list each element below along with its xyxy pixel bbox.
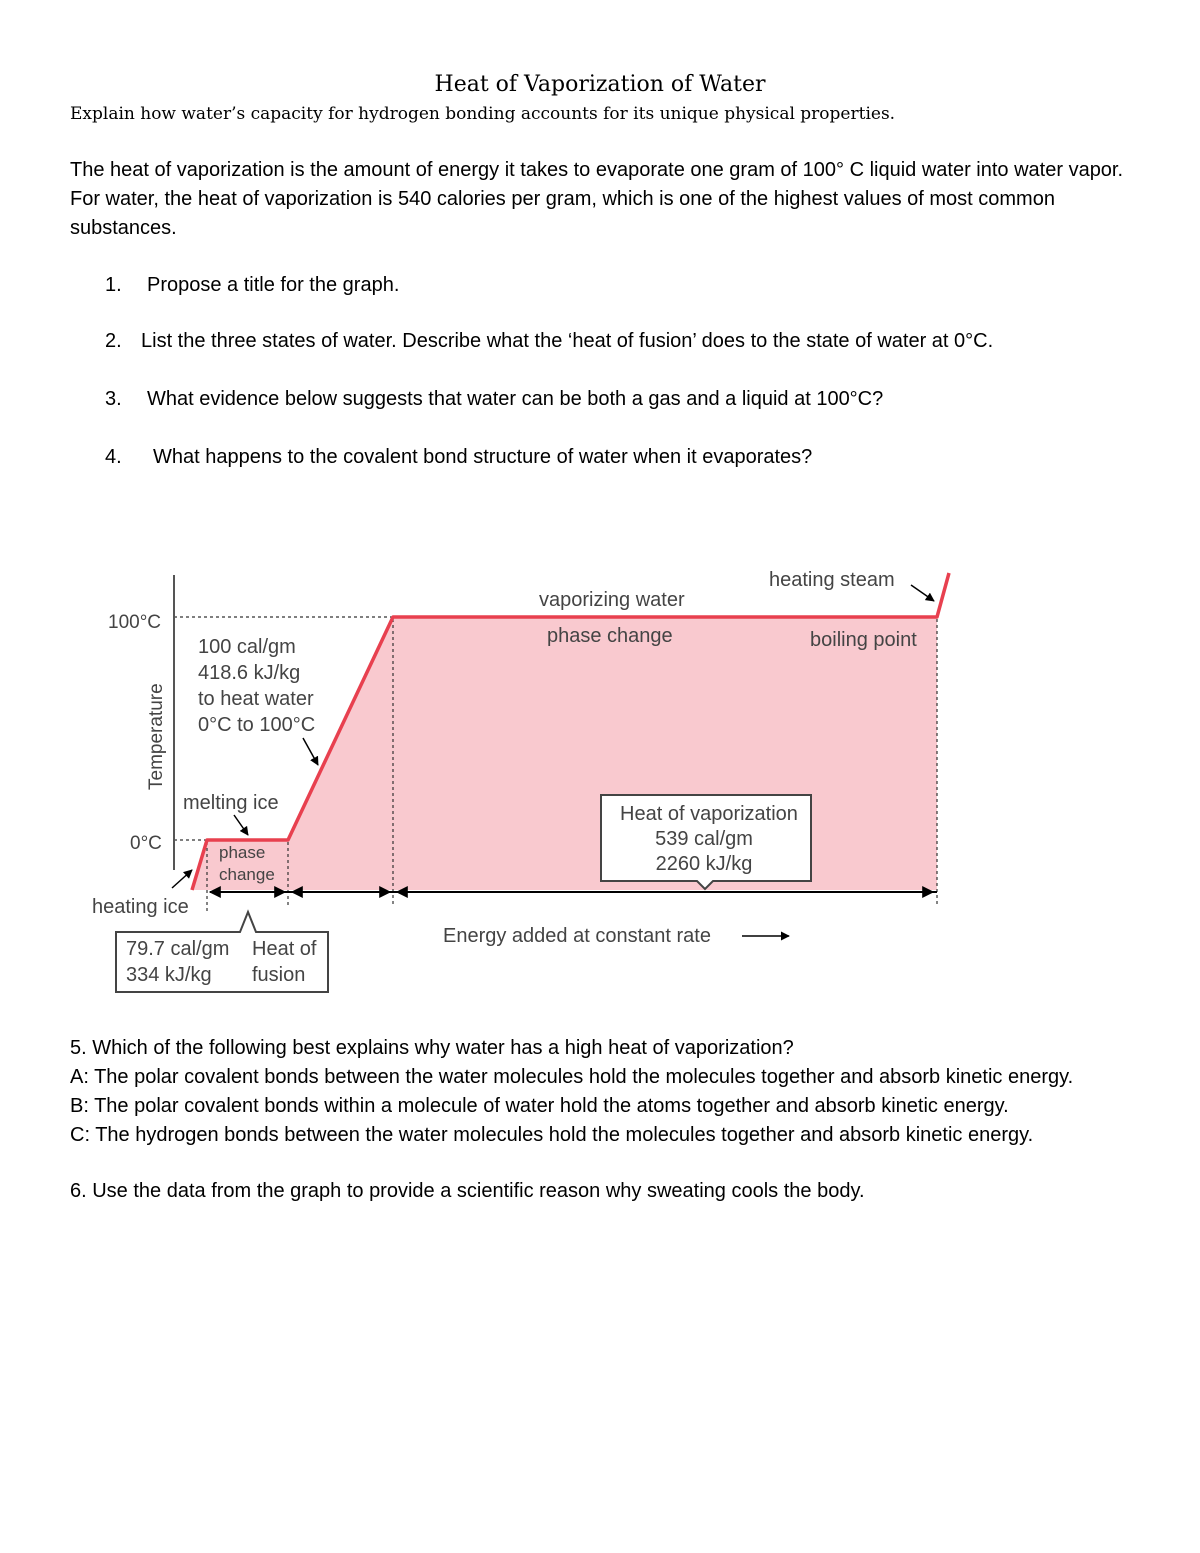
heat-water-pointer [303, 738, 318, 765]
question-text: What evidence below suggests that water can be both a gas and a liquid at 100°C? [147, 388, 884, 410]
intro-paragraph: The heat of vaporization is the amount of energy it takes to evaporate one gram of 100° C liquid water into water vapor. For water, the heat of vaporization is 540 calories per gram, which is one of the highest values of most common substances. [70, 159, 1124, 239]
fusion-value-1: 79.7 cal/gm [126, 938, 230, 960]
heating-steam-label: heating steam [769, 569, 895, 591]
x-axis-label: Energy added at constant rate [443, 925, 711, 947]
melting-ice-label: melting ice [183, 792, 279, 814]
vaporization-box-line-3: 2260 kJ/kg [655, 853, 753, 875]
tick-label-100c: 100°C [108, 612, 162, 633]
vaporization-box-line-2: 539 cal/gm [655, 828, 753, 850]
question-number: 3. [105, 388, 122, 410]
lower-questions [70, 1034, 1140, 1206]
vaporizing-water-label: vaporizing water [539, 589, 685, 611]
question-text: What happens to the covalent bond structure of water when it evaporates? [153, 446, 813, 468]
phase-change-label: phase change [547, 625, 673, 647]
question-text: Propose a title for the graph. [147, 274, 400, 296]
tick-label-0c: 0°C [130, 833, 162, 854]
page-subtitle: Explain how water’s capacity for hydrogen bonding accounts for its unique physical properties. [70, 104, 896, 124]
question-number: 2. [105, 330, 122, 352]
heat-water-line-1: 100 cal/gm [198, 636, 296, 658]
fusion-value-2: 334 kJ/kg [126, 964, 212, 986]
fusion-label-2: fusion [252, 964, 306, 986]
heat-water-line-2: 418.6 kJ/kg [198, 662, 301, 684]
q5-option-a: A: The polar covalent bonds between the water molecules hold the molecules together and absorb kinetic energy. [70, 1066, 1074, 1088]
heat-water-line-4: 0°C to 100°C [198, 714, 316, 736]
q5-option-b: B: The polar covalent bonds within a molecule of water hold the atoms together and absorb kinetic energy. [70, 1095, 1009, 1117]
page-title: Heat of Vaporization of Water [434, 72, 766, 97]
question-number: 1. [105, 274, 122, 296]
q5-option-c: C: The hydrogen bonds between the water molecules hold the molecules together and absorb kinetic energy. [70, 1124, 1034, 1146]
small-phase-label: phase [219, 843, 266, 862]
y-axis-label: Temperature [146, 683, 167, 790]
heat-water-line-3: to heat water [198, 688, 314, 710]
fusion-label-1: Heat of [252, 938, 317, 960]
question-text: List the three states of water. Describe what the ‘heat of fusion’ does to the state of water at 0°C. [141, 330, 994, 352]
heating-ice-pointer [172, 870, 192, 888]
question-5: 5. Which of the following best explains why water has a high heat of vaporization? [70, 1037, 794, 1059]
boiling-point-label: boiling point [810, 629, 917, 651]
vaporization-box-line-1: Heat of vaporization [620, 803, 798, 825]
question-6: 6. Use the data from the graph to provide a scientific reason why sweating cools the body. [70, 1180, 865, 1202]
question-number: 4. [105, 446, 122, 468]
small-change-label: change [219, 865, 275, 884]
melting-ice-pointer [234, 815, 248, 835]
heating-steam-pointer [911, 585, 934, 601]
heating-ice-label: heating ice [92, 896, 189, 918]
curve-fill [192, 617, 937, 890]
